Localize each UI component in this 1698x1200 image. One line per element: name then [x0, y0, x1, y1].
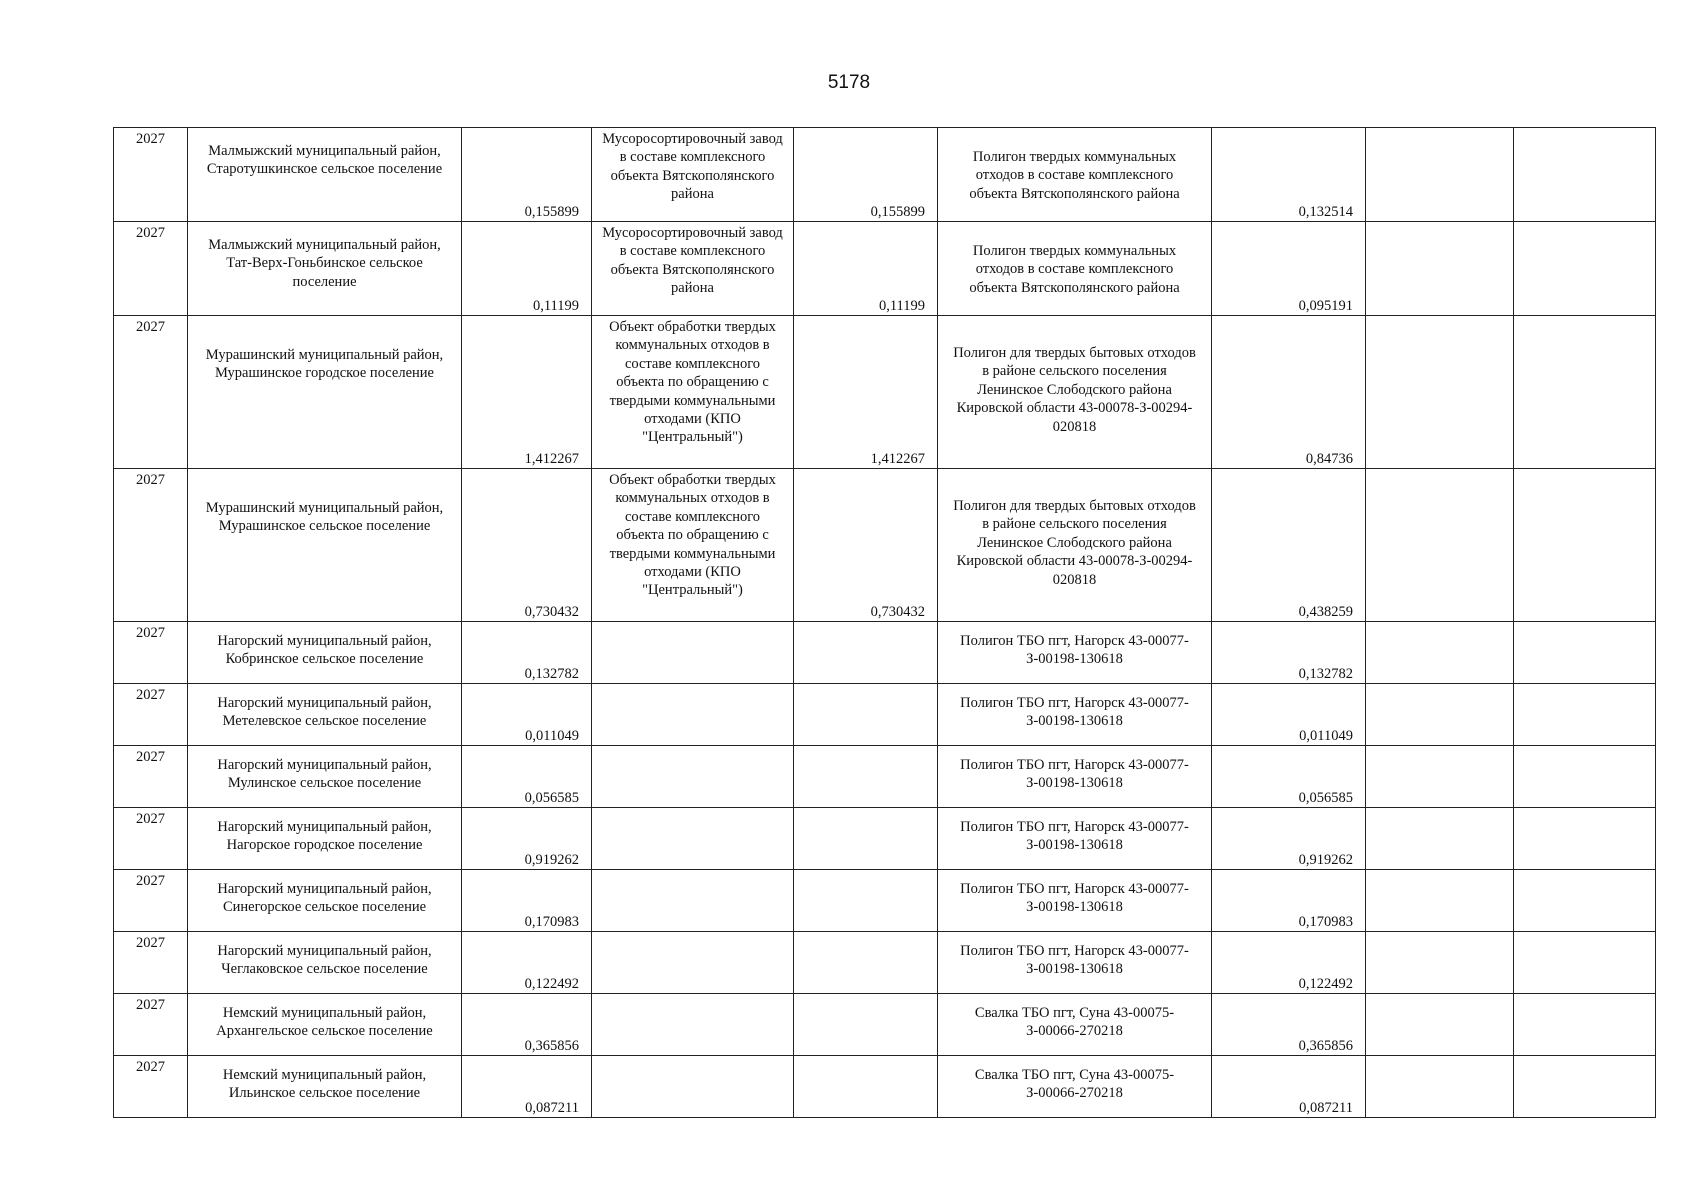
processing-object-cell [592, 870, 794, 932]
processing-object-cell [592, 932, 794, 994]
empty-cell-8 [1366, 469, 1514, 622]
year-cell: 2027 [114, 316, 188, 469]
processing-object-cell [592, 746, 794, 808]
amount-cell: 0,365856 [462, 994, 592, 1056]
empty-cell-9 [1514, 222, 1656, 316]
amount-cell: 0,155899 [462, 128, 592, 222]
disposal-amount-cell: 0,122492 [1212, 932, 1366, 994]
empty-cell-8 [1366, 808, 1514, 870]
processing-amount-cell: 1,412267 [794, 316, 938, 469]
disposal-amount-cell: 0,087211 [1212, 1056, 1366, 1118]
table-row [114, 932, 1656, 994]
disposal-amount-cell: 0,438259 [1212, 469, 1366, 622]
empty-cell-9 [1514, 870, 1656, 932]
year-cell: 2027 [114, 469, 188, 622]
table-row [114, 746, 1656, 808]
empty-cell-8 [1366, 870, 1514, 932]
amount-cell: 0,919262 [462, 808, 592, 870]
processing-object-cell: Мусоросортировочный завод в составе комплексного объекта Вятскополянского района [592, 128, 794, 222]
territory-cell: Немский муниципальный район, Архангельское сельское поселение [188, 994, 462, 1056]
empty-cell-9 [1514, 469, 1656, 622]
amount-cell: 1,412267 [462, 316, 592, 469]
table-row [114, 1056, 1656, 1118]
amount-cell: 0,122492 [462, 932, 592, 994]
processing-amount-cell [794, 746, 938, 808]
table-row [114, 994, 1656, 1056]
amount-cell: 0,11199 [462, 222, 592, 316]
disposal-object-cell: Свалка ТБО пгт, Суна 43-00075-З-00066-270218 [938, 1056, 1212, 1118]
empty-cell-9 [1514, 932, 1656, 994]
empty-cell-9 [1514, 128, 1656, 222]
territory-cell: Мурашинский муниципальный район, Мурашинское сельское поселение [188, 469, 462, 622]
processing-amount-cell [794, 870, 938, 932]
processing-amount-cell [794, 932, 938, 994]
empty-cell-9 [1514, 746, 1656, 808]
territory-cell: Нагорский муниципальный район, Нагорское городское поселение [188, 808, 462, 870]
table-row [114, 808, 1656, 870]
territory-cell: Малмыжский муниципальный район, Тат-Верх-Гоньбинское сельское поселение [188, 222, 462, 316]
disposal-amount-cell: 0,132782 [1212, 622, 1366, 684]
disposal-amount-cell: 0,011049 [1212, 684, 1366, 746]
table-row [114, 222, 1656, 316]
year-cell: 2027 [114, 994, 188, 1056]
year-cell: 2027 [114, 222, 188, 316]
year-cell: 2027 [114, 870, 188, 932]
table-row [114, 622, 1656, 684]
territory-cell: Мурашинский муниципальный район, Мурашинское городское поселение [188, 316, 462, 469]
empty-cell-8 [1366, 128, 1514, 222]
processing-object-cell: Объект обработки твердых коммунальных отходов в составе комплексного объекта по обращению с твердыми коммунальными отходами (КПО "Центральный") [592, 469, 794, 622]
empty-cell-9 [1514, 684, 1656, 746]
empty-cell-8 [1366, 316, 1514, 469]
processing-object-cell: Объект обработки твердых коммунальных отходов в составе комплексного объекта по обращению с твердыми коммунальными отходами (КПО "Центральный") [592, 316, 794, 469]
processing-amount-cell: 0,155899 [794, 128, 938, 222]
disposal-object-cell: Полигон для твердых бытовых отходов в районе сельского поселения Ленинское Слободского района Кировской области 43-00078-З-00294-020818 [938, 316, 1212, 469]
empty-cell-8 [1366, 684, 1514, 746]
processing-amount-cell [794, 684, 938, 746]
processing-amount-cell [794, 808, 938, 870]
empty-cell-9 [1514, 1056, 1656, 1118]
empty-cell-9 [1514, 316, 1656, 469]
disposal-amount-cell: 0,170983 [1212, 870, 1366, 932]
empty-cell-9 [1514, 622, 1656, 684]
disposal-object-cell: Полигон для твердых бытовых отходов в районе сельского поселения Ленинское Слободского района Кировской области 43-00078-З-00294-020818 [938, 469, 1212, 622]
disposal-object-cell: Полигон ТБО пгт, Нагорск 43-00077-З-00198-130618 [938, 746, 1212, 808]
processing-amount-cell: 0,730432 [794, 469, 938, 622]
disposal-object-cell: Полигон ТБО пгт, Нагорск 43-00077-З-00198-130618 [938, 622, 1212, 684]
empty-cell-8 [1366, 994, 1514, 1056]
processing-object-cell [592, 1056, 794, 1118]
empty-cell-8 [1366, 1056, 1514, 1118]
territory-cell: Нагорский муниципальный район, Мулинское сельское поселение [188, 746, 462, 808]
empty-cell-8 [1366, 746, 1514, 808]
disposal-amount-cell: 0,056585 [1212, 746, 1366, 808]
amount-cell: 0,011049 [462, 684, 592, 746]
disposal-object-cell: Полигон ТБО пгт, Нагорск 43-00077-З-00198-130618 [938, 684, 1212, 746]
amount-cell: 0,170983 [462, 870, 592, 932]
table-row [114, 870, 1656, 932]
disposal-object-cell: Полигон ТБО пгт, Нагорск 43-00077-З-00198-130618 [938, 932, 1212, 994]
territory-cell: Нагорский муниципальный район, Метелевское сельское поселение [188, 684, 462, 746]
amount-cell: 0,056585 [462, 746, 592, 808]
disposal-amount-cell: 0,365856 [1212, 994, 1366, 1056]
processing-object-cell [592, 994, 794, 1056]
table-row [114, 684, 1656, 746]
empty-cell-8 [1366, 622, 1514, 684]
processing-object-cell [592, 622, 794, 684]
disposal-object-cell: Полигон ТБО пгт, Нагорск 43-00077-З-00198-130618 [938, 870, 1212, 932]
disposal-object-cell: Полигон ТБО пгт, Нагорск 43-00077-З-00198-130618 [938, 808, 1212, 870]
amount-cell: 0,132782 [462, 622, 592, 684]
territory-cell: Нагорский муниципальный район, Чеглаковское сельское поселение [188, 932, 462, 994]
processing-object-cell [592, 808, 794, 870]
disposal-amount-cell: 0,919262 [1212, 808, 1366, 870]
processing-amount-cell [794, 1056, 938, 1118]
processing-amount-cell [794, 994, 938, 1056]
disposal-object-cell: Полигон твердых коммунальных отходов в составе комплексного объекта Вятскополянского района [938, 222, 1212, 316]
empty-cell-8 [1366, 932, 1514, 994]
table-row [114, 128, 1656, 222]
processing-object-cell [592, 684, 794, 746]
territory-cell: Нагорский муниципальный район, Синегорское сельское поселение [188, 870, 462, 932]
territory-cell: Малмыжский муниципальный район, Старотушкинское сельское поселение [188, 128, 462, 222]
year-cell: 2027 [114, 932, 188, 994]
amount-cell: 0,087211 [462, 1056, 592, 1118]
table-row [114, 316, 1656, 469]
year-cell: 2027 [114, 128, 188, 222]
table-row [114, 469, 1656, 622]
empty-cell-9 [1514, 808, 1656, 870]
disposal-amount-cell: 0,095191 [1212, 222, 1366, 316]
empty-cell-9 [1514, 994, 1656, 1056]
territory-cell: Нагорский муниципальный район, Кобринское сельское поселение [188, 622, 462, 684]
page-number: 5178 [827, 72, 871, 93]
disposal-object-cell: Свалка ТБО пгт, Суна 43-00075-З-00066-270218 [938, 994, 1212, 1056]
territory-cell: Немский муниципальный район, Ильинское сельское поселение [188, 1056, 462, 1118]
disposal-object-cell: Полигон твердых коммунальных отходов в составе комплексного объекта Вятскополянского района [938, 128, 1212, 222]
amount-cell: 0,730432 [462, 469, 592, 622]
year-cell: 2027 [114, 746, 188, 808]
processing-amount-cell: 0,11199 [794, 222, 938, 316]
empty-cell-8 [1366, 222, 1514, 316]
disposal-amount-cell: 0,84736 [1212, 316, 1366, 469]
table-body [114, 128, 1656, 1118]
year-cell: 2027 [114, 684, 188, 746]
processing-object-cell: Мусоросортировочный завод в составе комплексного объекта Вятскополянского района [592, 222, 794, 316]
year-cell: 2027 [114, 622, 188, 684]
processing-amount-cell [794, 622, 938, 684]
waste-flow-table [113, 127, 1656, 1118]
disposal-amount-cell: 0,132514 [1212, 128, 1366, 222]
year-cell: 2027 [114, 808, 188, 870]
year-cell: 2027 [114, 1056, 188, 1118]
